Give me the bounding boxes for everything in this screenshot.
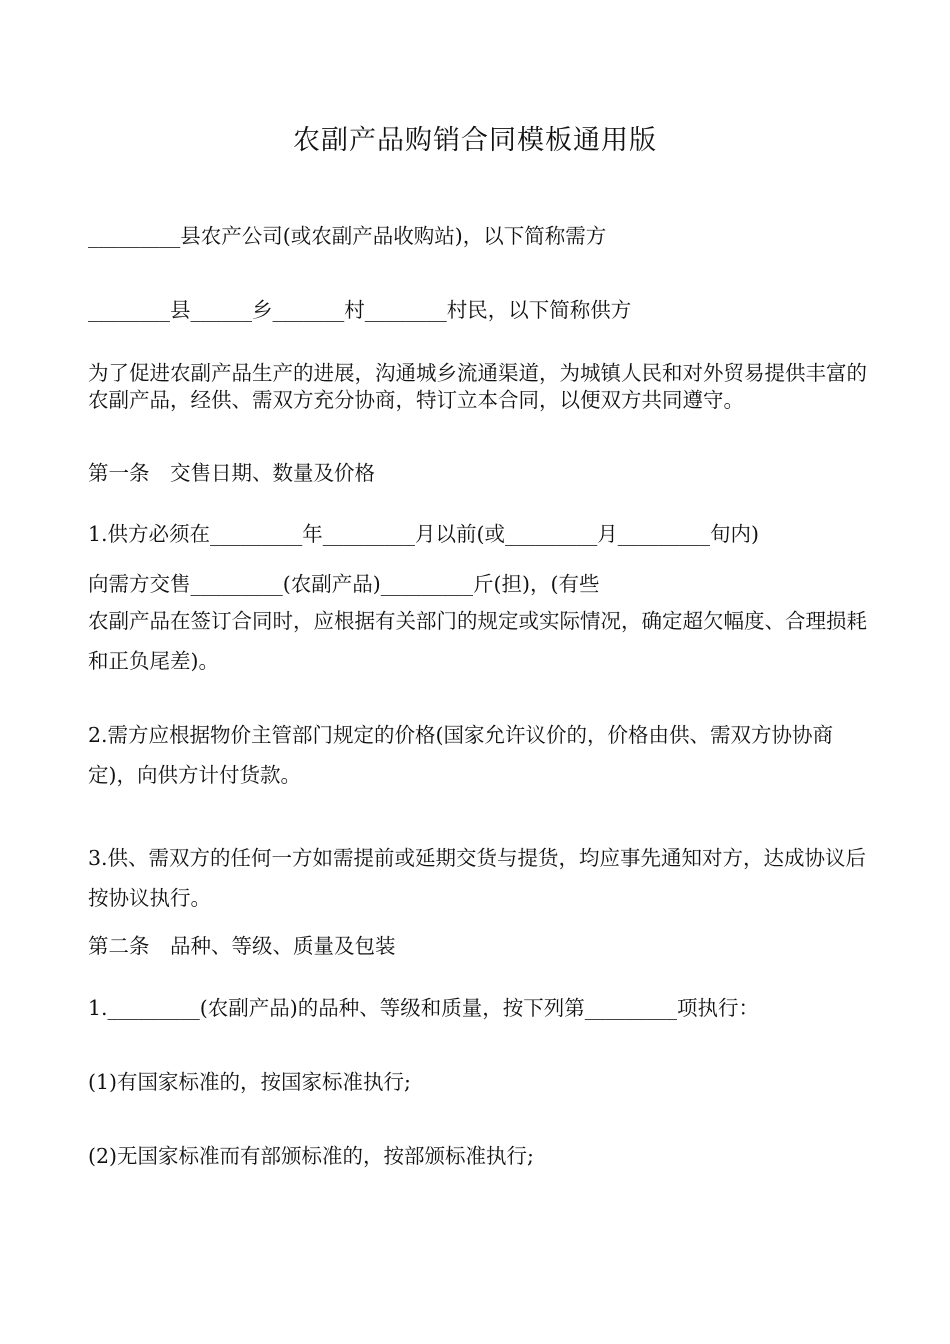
article-2-item-1: 1._________(农副产品)的品种、等级和质量，按下列第_________项执行： (88, 996, 760, 1020)
article-1-item-3: 3.供、需双方的任何一方如需提前或延期交货与提货，均应事先通知对方，达成协议后按协议执行。 (88, 846, 867, 910)
buyer-party-line: _________县农产公司(或农副产品收购站)，以下简称需方 (88, 224, 607, 248)
article-2-subitem-2: (2)无国家标准而有部颁标准的，按部颁标准执行; (88, 1144, 534, 1168)
article-1-item-1-line-1: 1.供方必须在_________年_________月以前(或_________月_________旬内) (88, 522, 760, 546)
article-1-item-2: 2.需方应根据物价主管部门规定的价格(国家允许议价的，价格由供、需双方协协商定)，向供方计付货款。 (88, 723, 834, 787)
article-2-heading: 第二条 品种、等级、质量及包装 (88, 934, 396, 958)
article-1-item-1-line-2: 向需方交售_________(农副产品)_________斤(担)，(有些 (88, 572, 600, 596)
article-2-subitem-1: (1)有国家标准的，按国家标准执行; (88, 1070, 411, 1094)
article-1-item-1-line-3: 农副产品在签订合同时，应根据有关部门的规定或实际情况，确定超欠幅度、合理损耗和正负尾差)。 (88, 609, 867, 673)
seller-party-line: ________县______乡_______村________村民，以下简称供方 (88, 298, 632, 322)
document-title: 农副产品购销合同模板通用版 (293, 125, 657, 156)
article-1-heading: 第一条 交售日期、数量及价格 (88, 461, 375, 485)
purpose-paragraph: 为了促进农副产品生产的进展，沟通城乡流通渠道，为城镇人民和对外贸易提供丰富的农副产品，经供、需双方充分协商，特订立本合同，以便双方共同遵守。 (88, 361, 867, 412)
